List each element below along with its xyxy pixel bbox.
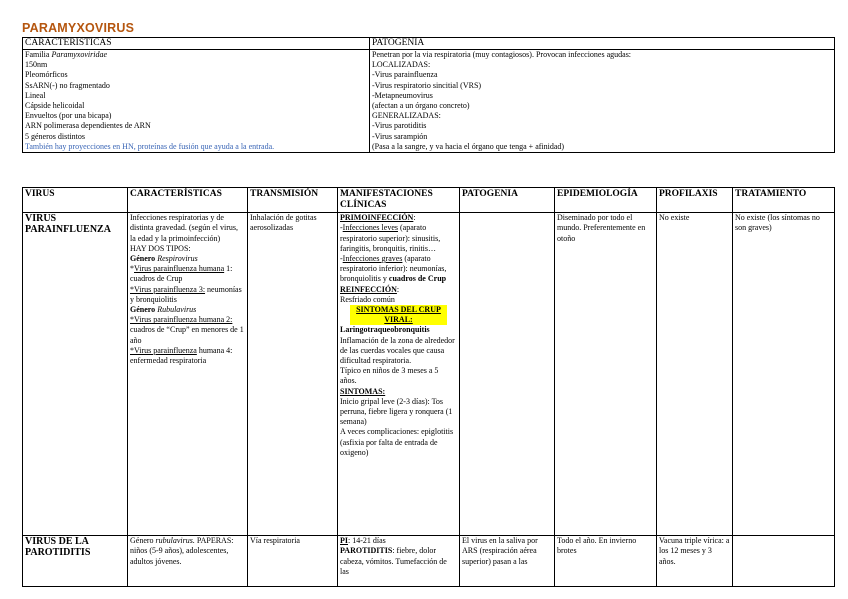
type4-desc: humana 4: enfermedad respiratoria: [130, 345, 233, 366]
sintomas-desc: Inicio gripal leve (2-3 días): Tos perruna, fiebre ligera y ronquera (1 semana): [340, 396, 453, 427]
colon: :: [396, 284, 400, 294]
characteristic-item: [25, 91, 367, 101]
characteristic-text: ARN polimerasa dependientes de ARN: [25, 121, 151, 131]
complicaciones: A veces complicaciones: epiglotitis (asfixia por falta de entrada de oxigeno): [340, 427, 454, 457]
characteristic-item: [25, 132, 367, 142]
infecciones-leves-desc: (aparato respiratorio superior): sinusitis, faringitis, bronquitis, rinitis…: [340, 223, 441, 253]
pi-value: : 14-21 días: [348, 536, 386, 546]
characteristic-item: [25, 111, 367, 121]
transmision-cell: Vía respiratoria: [248, 536, 338, 587]
dash: -: [340, 254, 343, 263]
tipico: Típico en niños de 3 meses a 5 años.: [340, 366, 439, 386]
type1-desc: 1: cuadros de Crup: [130, 264, 233, 284]
pathogenesis-line: (afectan a un órgano concreto): [372, 101, 470, 111]
profilaxis-cell: Vacuna triple vírica: a los 12 meses y 3 años.: [657, 536, 733, 587]
caract-tipos: HAY DOS TIPOS:: [130, 243, 191, 253]
genero-label: Género: [130, 254, 158, 263]
caracteristicas-cell: [128, 536, 248, 587]
pathogenesis-line: (Pasa a la sangre, y va hacia el órgano que tenga + afinidad): [372, 141, 565, 151]
virus-table-header: [23, 188, 835, 213]
laringo-desc: Inflamación de la zona de alrededor de las cuerdas vocales que causa dificultad respiratoria.: [340, 335, 455, 366]
col-header-tratamiento: TRATAMIENTO: [733, 188, 835, 213]
intro-body-row: [23, 50, 835, 153]
characteristic-text: Familia: [25, 50, 52, 59]
epidemiologia-cell: Todo el año. En invierno brotes: [555, 536, 657, 587]
page-title: PARAMYXOVIRUS: [22, 21, 135, 35]
col-header-epidemiologia: EPIDEMIOLOGÍA: [555, 188, 657, 213]
intro-header-characteristics: CARACTERISTICAS: [23, 38, 370, 50]
characteristic-text: 5 géneros distintos: [25, 131, 85, 141]
characteristic-item: [25, 81, 367, 91]
table-row: [23, 536, 835, 587]
parotiditis-desc: : fiebre, dolor cabeza, vómitos. Tumefacción de las: [340, 546, 447, 576]
manifestaciones-cell: [338, 213, 460, 536]
intro-pathogenesis-cell: [370, 50, 835, 153]
primoinfeccion-heading: PRIMOINFECCIÓN: [340, 213, 414, 223]
genero-label: Género: [130, 305, 158, 315]
pi-label: PI: [340, 536, 348, 546]
infecciones-graves-desc: (aparato respiratorio inferior): neumonías, bronquiolitis y: [340, 254, 447, 284]
virus-name: VIRUS PARAINFLUENZA: [23, 213, 128, 536]
virus-name: VIRUS DE LA PAROTIDITIS: [23, 536, 128, 587]
pathogenesis-list: [372, 50, 832, 152]
laringotraqueobronquitis: Laringotraqueobronquitis: [340, 325, 430, 335]
col-header-manifestaciones: MANIFESTACIONES CLÍNICAS: [338, 188, 460, 213]
col-header-transmision: TRANSMISIÓN: [248, 188, 338, 213]
characteristic-text: Pleomórficos: [25, 70, 68, 80]
tratamiento-cell: [733, 536, 835, 587]
table-row: [23, 213, 835, 536]
characteristics-list: [25, 50, 367, 142]
type1-bullet: *: [130, 264, 134, 274]
genero-name: Rubulavirus: [157, 305, 197, 315]
characteristics-note: También hay proyecciones en HN, proteínas de fusión que ayuda a la entrada.: [25, 141, 275, 151]
intro-header-pathogenesis: PATOGENIA: [370, 38, 835, 50]
characteristic-item: [25, 121, 367, 131]
pathogenesis-line: -Virus respiratorio sincitial (VRS): [372, 80, 482, 90]
patogenia-cell: [460, 213, 555, 536]
sintomas-crup-highlight: SINTOMAS DEL CRUP VIRAL:: [350, 305, 447, 325]
characteristic-text: 150nm: [25, 60, 48, 70]
virus-table: [22, 187, 835, 587]
characteristic-italic: Paramyxoviridae: [51, 50, 107, 59]
characteristic-text: SsARN(-) no fragmentado: [25, 80, 110, 90]
profilaxis-cell: No existe: [657, 213, 733, 536]
reinfeccion-heading: REINFECCIÓN: [340, 284, 397, 294]
colon: :: [413, 213, 416, 223]
dash: -: [340, 223, 343, 233]
pathogenesis-line: -Virus parotiditis: [372, 121, 427, 131]
pathogenesis-line: -Virus parainfluenza: [372, 70, 438, 80]
pathogenesis-line: Penetran por la via respiratoria (muy contagiosos). Provocan infecciones agudas:: [372, 50, 632, 59]
sintomas-heading: SINTOMAS:: [340, 386, 386, 396]
cuadros-de-crup: cuadros de Crup: [388, 274, 447, 284]
pathogenesis-line: LOCALIZADAS:: [372, 60, 431, 70]
col-header-profilaxis: PROFILAXIS: [657, 188, 733, 213]
type2-name: *Virus parainfluenza humana 2:: [130, 315, 233, 325]
manifestaciones-cell: [338, 536, 460, 587]
col-header-caracteristicas: CARACTERÍSTICAS: [128, 188, 248, 213]
col-header-patogenia: PATOGENIA: [460, 188, 555, 213]
characteristic-text: Lineal: [25, 90, 46, 100]
characteristic-item: [25, 70, 367, 80]
intro-characteristics-cell: [23, 50, 370, 153]
tratamiento-cell: No existe (los síntomas no son graves): [733, 213, 835, 536]
paperas-desc: PAPERAS: niños (5-9 años), adolescentes, adultos jóvenes.: [130, 536, 234, 566]
infecciones-leves: Infecciones leves: [342, 223, 398, 233]
genero-label: Género: [130, 536, 156, 546]
col-header-virus: VIRUS: [23, 188, 128, 213]
type1-name: Virus parainfluenza humana: [134, 264, 225, 274]
epidemiologia-cell: Diseminado por todo el mundo. Preferentemente en otoño: [555, 213, 657, 536]
characteristic-item: [25, 50, 367, 60]
pathogenesis-line: -Metapneumovirus: [372, 90, 433, 100]
pathogenesis-line: GENERALIZADAS:: [372, 111, 441, 121]
characteristic-item: [25, 60, 367, 70]
infecciones-graves: Infecciones graves: [342, 254, 403, 263]
intro-table: [22, 37, 835, 153]
type3-desc: neumonías y bronquiolitis: [130, 284, 242, 304]
caracteristicas-cell: [128, 213, 248, 536]
genero-name: Respirovirus: [157, 254, 198, 263]
type3-name: *Virus parainfluenza 3:: [130, 284, 206, 294]
pathogenesis-line: -Virus sarampión: [372, 131, 428, 141]
patogenia-cell: El virus en la saliva por ARS (respiración aérea superior) pasan a las: [460, 536, 555, 587]
intro-header-row: [23, 38, 835, 50]
transmision-cell: Inhalación de gotitas aerosolizadas: [248, 213, 338, 536]
parotiditis-label: PAROTIDITIS: [340, 546, 393, 556]
characteristic-text: Envueltos (por una bicapa): [25, 111, 112, 121]
type2-desc: cuadros de “Crup” en menores de 1 año: [130, 325, 244, 345]
resfriado: Resfriado común: [340, 294, 395, 304]
characteristic-text: Cápside helicoidal: [25, 101, 85, 111]
type4-name: *Virus parainfluenza: [130, 345, 197, 355]
characteristic-item: [25, 101, 367, 111]
caract-intro: Infecciones respiratorias y de distinta gravedad. (según el virus, la edad y la primoinfección): [130, 213, 238, 243]
genero-name: rubulavirus.: [155, 536, 195, 546]
